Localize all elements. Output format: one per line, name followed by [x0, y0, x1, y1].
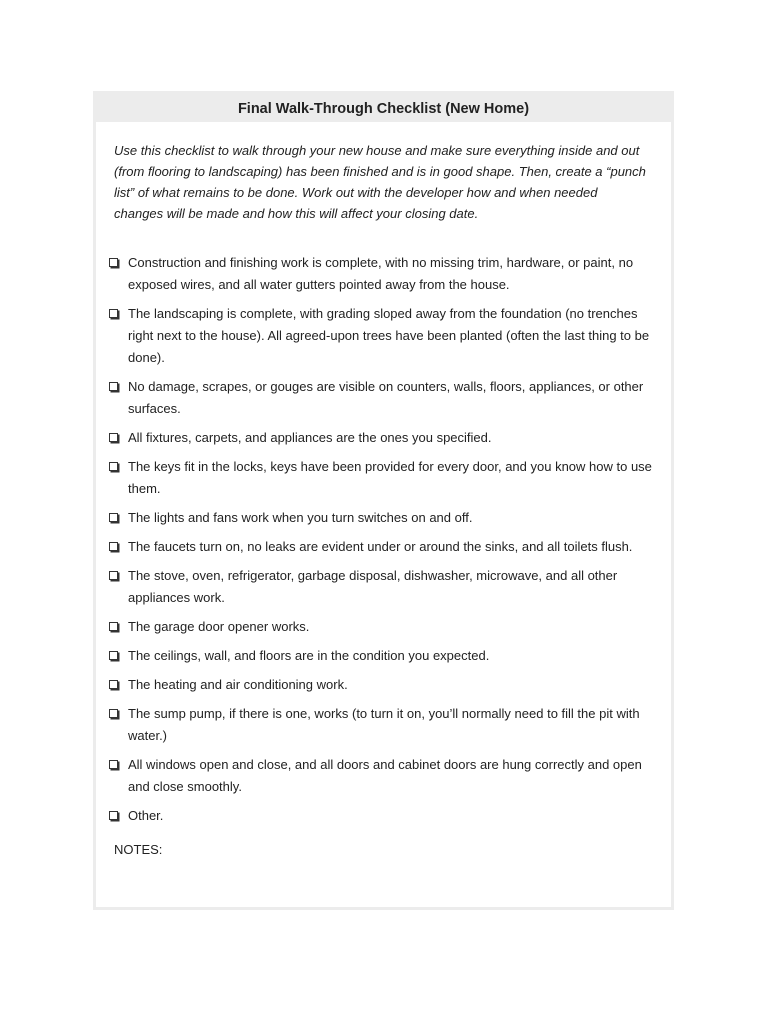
checklist-item — [109, 674, 654, 696]
checkbox-icon[interactable] — [109, 382, 118, 391]
checkbox-icon[interactable] — [109, 651, 118, 660]
checklist-item-text: All fixtures, carpets, and appliances are the ones you specified. — [128, 430, 492, 445]
checklist-item-text: The garage door opener works. — [128, 619, 310, 634]
checklist-item-text: All windows open and close, and all doors and cabinet doors are hung correctly and open and close smoothly. — [128, 757, 642, 794]
checklist-item — [109, 536, 654, 558]
checklist-item — [109, 303, 654, 369]
checklist-item — [109, 565, 654, 609]
checkbox-icon[interactable] — [109, 309, 118, 318]
page-title: Final Walk-Through Checklist (New Home) — [237, 101, 530, 117]
checklist-item — [109, 376, 654, 420]
checklist-item — [109, 507, 654, 529]
checkbox-icon[interactable] — [109, 622, 118, 631]
checklist-card — [93, 91, 674, 910]
checkbox-icon[interactable] — [109, 680, 118, 689]
checklist-item — [109, 805, 654, 827]
checkbox-icon[interactable] — [109, 513, 118, 522]
checklist-item-text: The landscaping is complete, with grading sloped away from the foundation (no trenches right next to the house). All agreed-upon trees have been planted (often the last thing to be done). — [128, 306, 650, 365]
checklist-item — [109, 252, 654, 296]
checklist-item — [109, 754, 654, 798]
checklist-item-text: The ceilings, wall, and floors are in the condition you expected. — [128, 648, 490, 663]
checklist-item-text: Construction and finishing work is complete, with no missing trim, hardware, or paint, no exposed wires, and all water gutters pointed away from the house. — [128, 255, 634, 292]
intro-paragraph: Use this checklist to walk through your new house and make sure everything inside and out (from flooring to landscaping) has been finished and is in good shape. Then, create a “punch list” of what remains to be done. Work out with the developer how and when needed changes will be made and how this will affect your closing date. — [114, 143, 646, 221]
checklist-item-text: Other. — [128, 808, 164, 823]
checkbox-icon[interactable] — [109, 258, 118, 267]
checklist-item — [109, 703, 654, 747]
checklist-item-text: No damage, scrapes, or gouges are visible on counters, walls, floors, appliances, or other surfaces. — [128, 379, 644, 416]
checkbox-icon[interactable] — [109, 811, 118, 820]
checklist — [109, 252, 654, 834]
checklist-item-text: The keys fit in the locks, keys have been provided for every door, and you know how to use them. — [128, 459, 652, 496]
checkbox-icon[interactable] — [109, 760, 118, 769]
checkbox-icon[interactable] — [109, 433, 118, 442]
checkbox-icon[interactable] — [109, 462, 118, 471]
checklist-item-text: The heating and air conditioning work. — [128, 677, 348, 692]
checklist-item — [109, 645, 654, 667]
checklist-item — [109, 456, 654, 500]
checkbox-icon[interactable] — [109, 542, 118, 551]
checklist-item-text: The sump pump, if there is one, works (to turn it on, you’ll normally need to fill the pit with water.) — [128, 706, 640, 743]
checkbox-icon[interactable] — [109, 571, 118, 580]
checklist-item-text: The faucets turn on, no leaks are evident under or around the sinks, and all toilets flush. — [128, 539, 633, 554]
checklist-item-text: The lights and fans work when you turn switches on and off. — [128, 510, 473, 525]
checklist-item — [109, 616, 654, 638]
title-bar — [96, 94, 671, 122]
checklist-item — [109, 427, 654, 449]
checkbox-icon[interactable] — [109, 709, 118, 718]
notes-label: NOTES: — [114, 842, 163, 857]
checklist-item-text: The stove, oven, refrigerator, garbage disposal, dishwasher, microwave, and all other appliances work. — [128, 568, 618, 605]
